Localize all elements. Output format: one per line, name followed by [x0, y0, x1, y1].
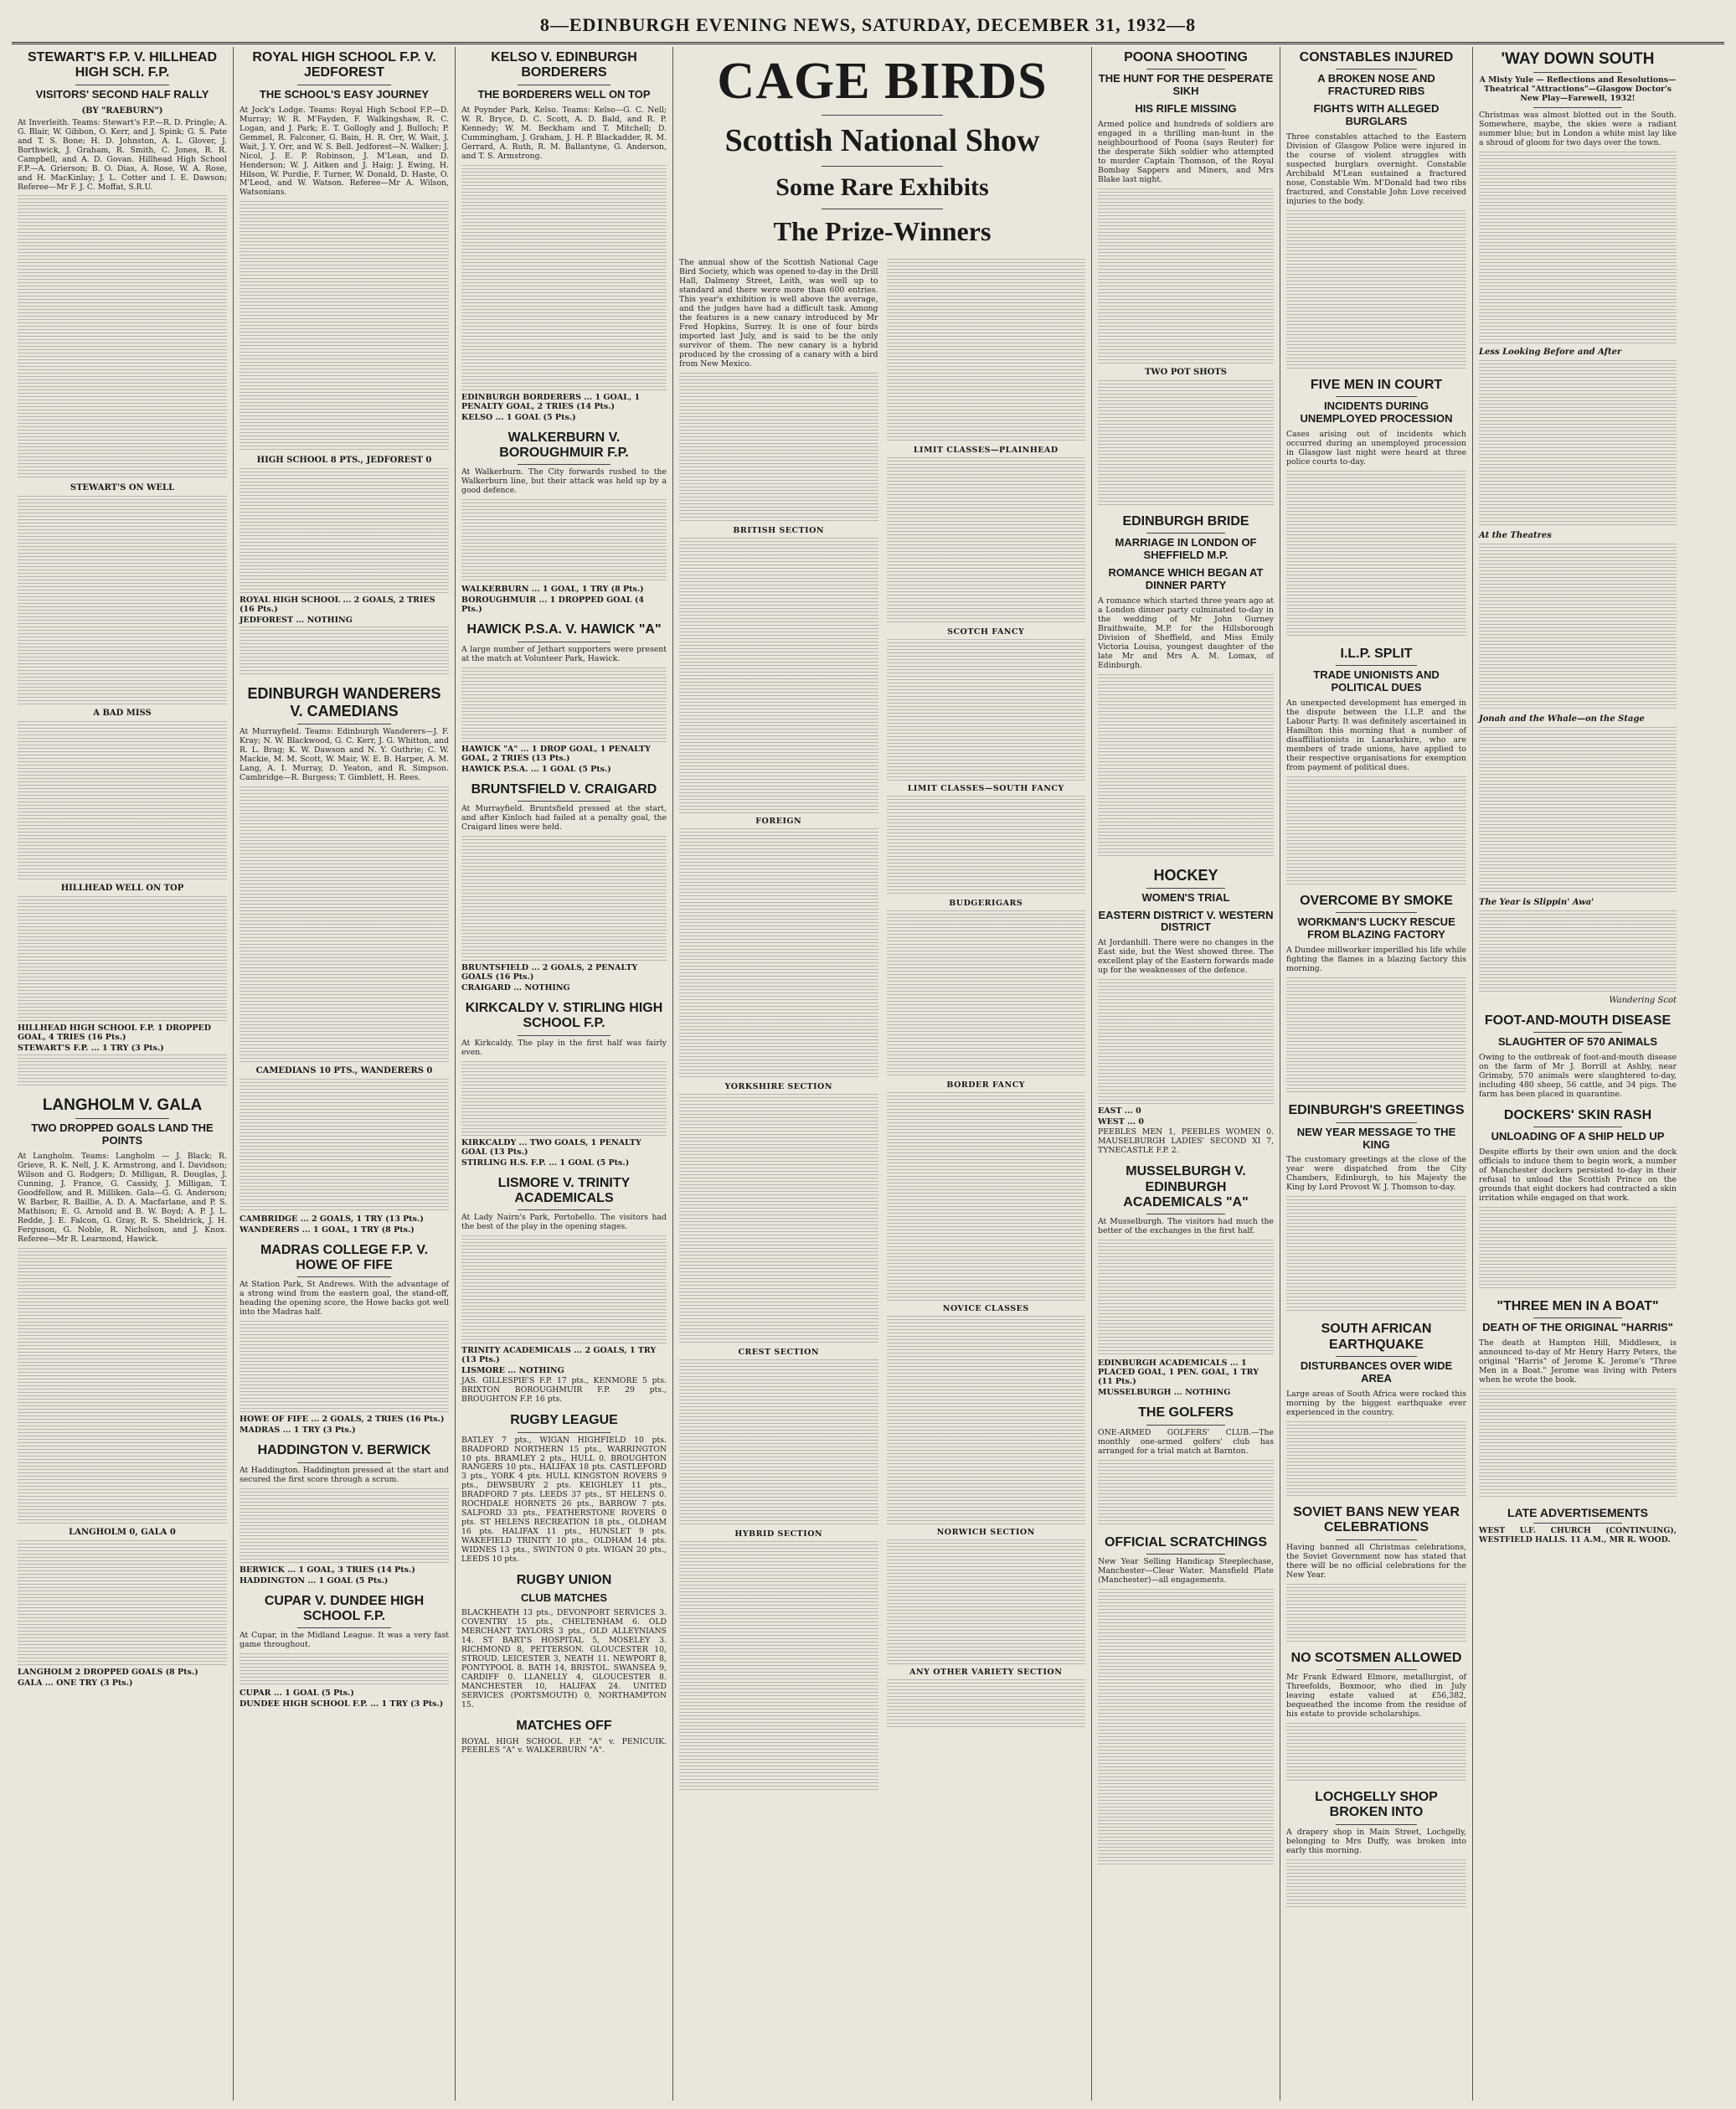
story-royal-high-jedforest: [240, 50, 449, 677]
crosshead: The Year is Slippin' Awa': [1479, 897, 1594, 907]
body-text: WEST U.F. CHURCH (CONTINUING), WESTFIELD HALLS. 11 A.M., MR R. WOOD.: [1479, 1526, 1677, 1545]
body-text-block: [1479, 727, 1677, 895]
headline: FIVE MEN IN COURT: [1310, 377, 1443, 392]
crosshead: HILLHEAD WELL ON TOP: [60, 884, 184, 894]
body-text-block: [18, 1540, 227, 1666]
result-line: KIRKCALDY ... TWO GOALS, 1 PENALTY GOAL (13 Pts.): [461, 1137, 641, 1157]
result-line: WEST ... 0: [1098, 1117, 1144, 1127]
story-soviet-bans: [1286, 1505, 1466, 1642]
body-text: BATLEY 7 pts., WIGAN HIGHFIELD 10 pts. BRADFORD NORTHERN 15 pts., WARRINGTON 10 pts. BRAMLEY 2 pts., HULL 0. BROUGHTON RANGERS 10 pts., HALIFAX 18 pts. CASTLEFORD 3 pts., YORK 4 pts. HULL KINGSTON ROVERS 9 pts., DEWSBURY 2 pts. KEIGHLEY 11 pts., BRADFORD 7 pts. LEEDS 37 pts., ST HELENS 0. ROCHDALE HORNETS 26 pts., BARROW 7 pts. SALFORD 33 pts., FEATHERSTONE ROVERS 0 pts. ST HELENS RECREATION 18 pts., OLDHAM 16 pts. HALIFAX 11 pts., HUNSLET 9 pts. WAKEFIELD TRINITY 10 pts., OLDHAM 14 pts. WIDNES 13 pts., SWINTON 0 pts. WIGAN 20 pts., LEEDS 10 pts.: [461, 1435, 667, 1565]
body-text: A romance which started three years ago at a London dinner party culminated to-day in the wedding of Mr John Gurney Braithwaite, M.P. for the Hillsborough Division of Sheffield, and Miss Emily Victoria Louisa, youngest daughter of the late Mr and Mrs A. M. Lomax, of Edinburgh.: [1098, 596, 1274, 670]
body-text-block: [1098, 380, 1274, 506]
body-text-block: [240, 1488, 449, 1564]
body-text-block: [1286, 1723, 1466, 1782]
feature-subtitle: Scottish National Show: [724, 123, 1040, 158]
divider: [1533, 1523, 1622, 1524]
body-text-block: [887, 910, 1086, 1078]
body-text-block: [18, 496, 227, 705]
column-2: [234, 47, 456, 2101]
story-cupar-dundee: [240, 1594, 449, 1709]
body-text: BLACKHEATH 13 pts., DEVONPORT SERVICES 3. COVENTRY 15 pts., CHELTENHAM 6. OLD MERCHANT TAYLORS 3 pts., OLD ALLEYNIANS 14. ST BART'S HOSPITAL 5, MOSELEY 3. RICHMOND 8, PETTERSON. GLOUCESTER 10, STROUD. LEICESTER 3, NEATH 11. NEWPORT 8, PONTYPOOL 8. BATH 14, BRISTOL. SWANSEA 9, CARDIFF 0. LLANELLY 4, GLOUCESTER 8. MANCHESTER 10, HALIFAX 24. UNITED SERVICES (PORTSMOUTH) 0, NORTHAMPTON 15.: [461, 1608, 667, 1710]
body-text-block: [240, 786, 449, 1063]
column-3: [456, 47, 673, 2101]
body-text-block: [887, 259, 1086, 443]
divider: [1533, 1317, 1622, 1318]
result-line: STEWART'S F.P. ... 1 TRY (3 Pts.): [18, 1044, 164, 1054]
body-text-block: [18, 195, 227, 480]
section-label: BRITISH SECTION: [733, 525, 825, 535]
subheadline: THE SCHOOL'S EASY JOURNEY: [259, 87, 430, 101]
crosshead: TWO POT SHOTS: [1144, 367, 1228, 377]
body-text: At Haddington. Haddington pressed at the start and secured the first score through a scrum.: [240, 1465, 449, 1484]
headline: KIRKCALDY V. STIRLING HIGH SCHOOL F.P.: [465, 1000, 663, 1031]
story-musselburgh-academicals: [1098, 1164, 1274, 1397]
masthead: 8—EDINBURGH EVENING NEWS, SATURDAY, DECEMBER 31, 1932—8: [12, 8, 1724, 44]
result-line: CAMBRIDGE ... 2 GOALS, 1 TRY (13 Pts.): [240, 1214, 424, 1224]
body-text-block: [240, 201, 449, 452]
body-text-block: [18, 1248, 227, 1524]
body-text-block: [240, 1653, 449, 1687]
body-text: JAS. GILLESPIE'S F.P. 17 pts., KENMORE 5 pts. BRIXTON BOROUGHMUIR F.P. 29 pts., BROUGHTON F.P. 16 pts.: [461, 1376, 667, 1405]
body-text: At Walkerburn. The City forwards rushed to the Walkerburn line, but their attack was held up by a good defence.: [461, 467, 667, 496]
subheadline: WORKMAN'S LUCKY RESCUE FROM BLAZING FACTORY: [1297, 915, 1455, 941]
story-rugby-league: [461, 1413, 667, 1565]
body-text-block: [679, 538, 878, 814]
subheadline: UNLOADING OF A SHIP HELD UP: [1491, 1130, 1665, 1143]
headline: EDINBURGH'S GREETINGS: [1288, 1103, 1465, 1118]
body-text: Three constables attached to the Eastern Division of Glasgow Police were injured in the course of violent struggles with suspected burglars overnight. Constable Archibald M'Lean sustained a fractured nose, Constable Wm. M'Donald had two ribs fractured, and Constable John Love received injuries to the body.: [1286, 132, 1466, 206]
column-5: [1092, 47, 1280, 2101]
divider: [75, 1118, 170, 1119]
headline: MADRAS COLLEGE F.P. V. HOWE OF FIFE: [260, 1242, 429, 1272]
headline: ROYAL HIGH SCHOOL F.P. V. JEDFOREST: [252, 50, 436, 80]
body-text-block: [1098, 674, 1274, 859]
headline: MUSSELBURGH V. EDINBURGH ACADEMICALS "A": [1123, 1164, 1249, 1209]
divider: [1336, 665, 1417, 666]
body-text-block: [18, 721, 227, 880]
subheadline: NEW YEAR MESSAGE TO THE KING: [1296, 1125, 1456, 1151]
body-text-block: [887, 1539, 1086, 1665]
story-hockey: [1098, 867, 1274, 1156]
result-line: HAWICK "A" ... 1 DROP GOAL, 1 PENALTY GOAL, 2 TRIES (13 Pts.): [461, 744, 651, 763]
subheadline: MARRIAGE IN LONDON OF SHEFFIELD M.P.: [1115, 536, 1257, 562]
body-text-block: [887, 1679, 1086, 1730]
result-line: GALA ... ONE TRY (3 Pts.): [18, 1678, 133, 1688]
divider: [1146, 888, 1226, 889]
story-late-advertisements: [1479, 1506, 1677, 1545]
story-constables-injured: [1286, 50, 1466, 369]
column-1: [12, 47, 234, 2101]
story-rugby-union: [461, 1573, 667, 1710]
story-official-scratchings: [1098, 1535, 1274, 1865]
body-text-block: [1098, 1460, 1274, 1527]
story-three-men-boat: [1479, 1299, 1677, 1498]
body-text-block: [240, 627, 449, 677]
body-text: At Station Park, St Andrews. With the advantage of a strong wind from the eastern goal, the stand-off, heading the opening score, the Howe backs got well into the Madras half.: [240, 1280, 449, 1317]
divider: [1533, 72, 1622, 73]
headline: CONSTABLES INJURED: [1299, 50, 1454, 64]
body-text-block: [679, 1094, 878, 1345]
result-line: CUPAR ... 1 GOAL (5 Pts.): [240, 1689, 354, 1699]
story-matches-off: [461, 1719, 667, 1756]
story-langholm-gala: [18, 1096, 227, 1687]
result-line: HAWICK P.S.A. ... 1 GOAL (5 Pts.): [461, 764, 611, 774]
body-text-block: [461, 499, 667, 583]
body-text: New Year Selling Handicap Steeplechase, Manchester—Clear Water. Mansfield Plate (Manchester)—all engagements.: [1098, 1556, 1274, 1585]
headline: KELSO V. EDINBURGH BORDERERS: [491, 50, 637, 80]
story-edinburgh-greetings: [1286, 1103, 1466, 1313]
result-line: HILLHEAD HIGH SCHOOL F.P. 1 DROPPED GOAL, 4 TRIES (16 Pts.): [18, 1024, 212, 1043]
feature-right-column: [887, 259, 1086, 1792]
result-line: DUNDEE HIGH SCHOOL F.P. ... 1 TRY (3 Pts.): [240, 1699, 444, 1709]
result-line: WANDERERS ... 1 GOAL, 1 TRY (8 Pts.): [240, 1225, 415, 1235]
body-text-block: [679, 1359, 878, 1527]
headline: FOOT-AND-MOUTH DISEASE: [1484, 1013, 1672, 1028]
body-text: At Murrayfield. Teams: Edinburgh Wanderers—J. F. Kray; N. W. Blackwood, G. C. Kerr, J. G. Whitton, and R. L. Brag; K. W. Dawson and N. Y. Guthrie; C. W. Mackie, M. M. Scott, W. Mair, W. E. B. Harper, A. M. Lang, A. I. Murray, D. Yeaton, and R. Simpson. Cambridge—R. Burgess; T. Gimblett, H. Rees.: [240, 726, 449, 782]
story-haddington-berwick: [240, 1443, 449, 1585]
section-label: NOVICE CLASSES: [942, 1304, 1029, 1313]
result-line: EAST ... 0: [1098, 1106, 1141, 1116]
subheadline: THE HUNT FOR THE DESPERATE SIKH: [1098, 72, 1274, 98]
subheadline: TRADE UNIONISTS AND POLITICAL DUES: [1313, 668, 1440, 694]
divider: [1533, 107, 1622, 108]
body-text: ROYAL HIGH SCHOOL F.P. "A" v. PENICUIK. PEEBLES "A" v. WALKERBURN "A".: [461, 1736, 667, 1756]
feature-subtitle: Some Rare Exhibits: [775, 173, 989, 201]
crosshead: CAMEDIANS 10 PTS., WANDERERS 0: [255, 1065, 433, 1075]
body-text-block: [461, 165, 667, 391]
subheadline: HIS RIFLE MISSING: [1135, 102, 1237, 116]
crosshead: Jonah and the Whale—on the Stage: [1479, 714, 1645, 724]
body-text-block: [461, 668, 667, 743]
body-text: At Cupar, in the Midland League. It was a very fast game throughout.: [240, 1631, 449, 1650]
body-text-block: [1286, 977, 1466, 1095]
body-text: At Langholm. Teams: Langholm — J. Black; R. Grieve, R. K. Nell, J. K. Armstrong, and I. Davidson; Wilson and G. Rodgers; D. Milligan, R. Douglas, J. Cunning, J. France, G. Cassidy, J. Milligan, T. Goodfellow, and R. Milliken. Gala—G. G. Anderson; W. Barber, R. Baillie, A. D. A. Macfarlane, and P. S. Mathison; E. G. Arnold and B. W. Boyd; A. P. J. L. Redde, J. E. Falcon, G. Gray, R. S. Sheldrick, J. H. Ferguson, G. Noble, R. Nicholson, and J. Knox. Referee—Mr R. Learmond, Hawick.: [18, 1152, 227, 1244]
result-line: CRAIGARD ... NOTHING: [461, 982, 570, 993]
body-text-block: [887, 639, 1086, 781]
story-madras-howe: [240, 1243, 449, 1436]
result-line: LISMORE ... NOTHING: [461, 1366, 564, 1376]
headline: BRUNTSFIELD V. CRAIGARD: [471, 781, 657, 797]
headline: OFFICIAL SCRATCHINGS: [1104, 1534, 1268, 1550]
body-text-block: [1286, 1196, 1466, 1313]
subheadline: THE BORDERERS WELL ON TOP: [477, 87, 651, 101]
body-text-block: [1286, 1421, 1466, 1497]
body-text-block: [240, 1079, 449, 1213]
body-text-block: [1286, 776, 1466, 885]
headline: LOCHGELLY SHOP BROKEN INTO: [1315, 1789, 1438, 1820]
headline: EDINBURGH WANDERERS V. CAMEDIANS: [247, 685, 441, 720]
columns: [12, 47, 1724, 2101]
section-label: NORWICH SECTION: [936, 1528, 1035, 1537]
result-line: HOWE OF FIFE ... 2 GOALS, 2 TRIES (16 Pts.): [240, 1415, 445, 1425]
subheadline: INCIDENTS DURING UNEMPLOYED PROCESSION: [1300, 400, 1453, 425]
body-text: Owing to the outbreak of foot-and-mouth disease on the farm of Mr J. Borrill at Ashby, near Grimsby, 570 animals were slaughtered to-day, including 480 sheep, 56 cattle, and 34 pigs. The farm has been placed in quarantine.: [1479, 1052, 1677, 1099]
body-text-block: [1479, 910, 1677, 994]
result-line: BOROUGHMUIR ... 1 DROPPED GOAL (4 Pts.): [461, 596, 644, 615]
body-text-block: [1479, 1389, 1677, 1498]
body-text: At Musselburgh. The visitors had much the better of the exchanges in the first half.: [1098, 1217, 1274, 1236]
body-text-block: [679, 1541, 878, 1792]
story-kelso-borderers: [461, 50, 667, 422]
body-text: At Murrayfield. Bruntsfield pressed at the start, and after Kinloch had failed at a penalty goal, the Craigard lines were held.: [461, 803, 667, 832]
headline: STEWART'S F.P. V. HILLHEAD HIGH SCH. F.P.: [27, 50, 218, 80]
result-line: BRUNTSFIELD ... 2 GOALS, 2 PENALTY GOALS (16 Pts.): [461, 962, 638, 982]
body-text: Armed police and hundreds of soldiers are engaged in a thrilling man-hunt in the neighbourhood of Poona (says Reuter) for the desperate Sikh soldier who attempted to murder Captain Thomson, of the Royal Bombay Sappers and Miners, and Mrs Blake last night.: [1098, 120, 1274, 185]
body-text-block: [1286, 1859, 1466, 1910]
section-label: SCOTCH FANCY: [947, 627, 1025, 637]
headline: MATCHES OFF: [516, 1719, 612, 1734]
subheadline: TWO DROPPED GOALS LAND THE POINTS: [31, 1122, 214, 1147]
body-text: At Inverleith. Teams: Stewart's F.P.—R. D. Pringle; A. G. Blair, W. Gibbon, O. Kerr, and J. Spink; G. S. Pate and T. S. Bone; H. D. Johnston, A. L. Glover, J. Borthwick, J. Graham, R. Smith, C. Jones, R. R. Campbell, and A. D. Govan. Hillhead High School F.P.—A. Grierson; B. O. Dias, A. Rose, W. A. Rose, and H. MacKinlay; J. L. Cotter and I. E. Dawson; Referee—Mr F. J. C. Moffat, S.R.U.: [18, 117, 227, 192]
headline: HADDINGTON V. BERWICK: [257, 1443, 431, 1458]
section-label: ANY OTHER VARIETY SECTION: [909, 1668, 1063, 1677]
subheadline: EASTERN DISTRICT V. WESTERN DISTRICT: [1098, 908, 1274, 934]
body-text: The annual show of the Scottish National Cage Bird Society, which was opened to-day in the Drill Hall, Dalmeny Street, Leith, was well up to standard and there were more than 600 entries. This year's exhibition is well above the average, and the judges have had a difficult task. Among the features is a new canary introduced by Mr Fred Hopkins, Surrey. It is one of four birds imported last July, and is said to be the only survivor of them. The new canary is a hybrid produced by the crossing of a canary with a bird from New Mexico.: [679, 258, 878, 369]
body-text-block: [887, 1316, 1086, 1525]
column-cage-birds: [673, 47, 1092, 2101]
body-text: At Poynder Park, Kelso. Teams: Kelso—G. C. Nell; W. R. Bryce, D. C. Scott, A. D. Bald, and R. P. Kennedy; W. M. Beckham and T. Mitchell; D. Cummingham, J. Graham, J. H. P. Blackadder, R. M. Gerrard, A. Ruth, R. M. Ballantyne, G. Anderson, and T. S. Armstrong.: [461, 105, 667, 161]
body-text-block: [1098, 1240, 1274, 1357]
section-label: BORDER FANCY: [946, 1080, 1026, 1090]
body-text-block: [1286, 210, 1466, 369]
body-text-block: [1098, 979, 1274, 1105]
headline: POONA SHOOTING: [1124, 50, 1248, 64]
section-label: HYBRID SECTION: [734, 1529, 823, 1539]
divider: [1336, 396, 1417, 397]
body-text-block: [240, 1321, 449, 1413]
headline: WALKERBURN V. BOROUGHMUIR F.P.: [499, 430, 629, 460]
divider: [1533, 1032, 1622, 1033]
headline: CUPAR V. DUNDEE HIGH SCHOOL F.P.: [264, 1593, 425, 1623]
body-text-block: [887, 796, 1086, 896]
story-bruntsfield-craigard: [461, 782, 667, 993]
body-text: At Jock's Lodge. Teams: Royal High School F.P.—D. Murray; W. R. M'Fayden, F. Walkingshaw, R. C. Logan, and J. Park; E. T. Gollogly and J. Bulloch; P. Gemmel, R. Falconer, G. Bain, H. R. Orr, W. Wait, J. Wait, J. Y. Orr, and W. S. Bell. Jedforest—N. Walker; J. Nicol, J. E. P. Robinson, J. M'Lean, and D. Henderson; W. J. Aitken and J. Haig; J. Ewing, H. Hilson, W. Purdie, F. Turner, W. Donald, D. Haste, O. M'Leod, and W. Watson. Referee—Mr A. Wilson, Watsonians.: [240, 105, 449, 198]
body-text-block: [240, 468, 449, 594]
body-text-block: [1479, 360, 1677, 528]
divider: [822, 115, 944, 116]
body-text-block: [461, 1061, 667, 1137]
body-text: Despite efforts by their own union and the dock officials to induce them to begin work, a number of Manchester dockers persisted to-day in their refusal to unload the Scottish Prince on the grounds that eight dockers had contracted a skin irritation while engaged on that work.: [1479, 1147, 1677, 1203]
body-text: At Lady Nairn's Park, Portobello. The visitors had the best of the play in the opening stages.: [461, 1213, 667, 1232]
column-6: [1280, 47, 1473, 2101]
headline: LANGHOLM V. GALA: [42, 1096, 203, 1115]
section-label: YORKSHIRE SECTION: [724, 1081, 833, 1091]
story-five-men-court: [1286, 378, 1466, 638]
result-line: EDINBURGH BORDERERS ... 1 GOAL, 1 PENALTY GOAL, 2 TRIES (14 Pts.): [461, 392, 641, 411]
headline: DOCKERS' SKIN RASH: [1503, 1107, 1652, 1122]
crosshead: Less Looking Before and After: [1479, 347, 1622, 357]
body-text-block: [1479, 544, 1677, 711]
story-poona-shooting: [1098, 50, 1274, 506]
body-text: A drapery shop in Main Street, Lochgelly, belonging to Mrs Duffy, was broken into early this morning.: [1286, 1827, 1466, 1855]
headline: RUGBY UNION: [516, 1573, 612, 1588]
story-south-african-earthquake: [1286, 1322, 1466, 1497]
divider: [297, 1462, 392, 1463]
story-stewarts-hillhead: [18, 50, 227, 1088]
headline: SOUTH AFRICAN EARTHQUAKE: [1321, 1322, 1432, 1352]
story-dockers-skin-rash: [1479, 1108, 1677, 1291]
headline: EDINBURGH BRIDE: [1122, 513, 1249, 529]
result-line: TRINITY ACADEMICALS ... 2 GOALS, 1 TRY (13 Pts.): [461, 1346, 657, 1365]
divider: [297, 1627, 392, 1628]
story-walkerburn-boroughmuir: [461, 431, 667, 615]
result-line: ROYAL HIGH SCHOOL ... 2 GOALS, 2 TRIES (16 Pts.): [240, 596, 435, 615]
subheadline: A Misty Yule — Reflections and Resolutions—Theatrical "Attractions"—Glasgow Doctor's New Play—Farewell, 1932!: [1479, 75, 1677, 103]
divider: [1336, 69, 1417, 70]
divider: [1146, 533, 1226, 534]
divider: [1336, 1539, 1417, 1540]
subheadline: CLUB MATCHES: [520, 1591, 608, 1604]
body-text: Mr Frank Edward Elmore, metallurgist, of Threefolds, Boxmoor, who died in July leaving estate valued at £56,382, bequeathed the income from the residue of his estate to provide scholarships.: [1286, 1672, 1466, 1719]
subheadline: DISTURBANCES OVER WIDE AREA: [1300, 1359, 1453, 1385]
body-text-block: [1286, 1584, 1466, 1642]
section-label: FOREIGN: [755, 816, 802, 826]
story-foot-and-mouth: [1479, 1013, 1677, 1100]
body-text: PEEBLES MEN 1, PEEBLES WOMEN 0. MAUSELBURGH LADIES' SECOND XI 7, TYNECASTLE F.P. 2.: [1098, 1127, 1274, 1156]
headline: 'WAY DOWN SOUTH: [1501, 50, 1655, 68]
body-text: Christmas was almost blotted out in the South. Somewhere, maybe, the skies were a radiant summer blue; but in London a white mist lay like a shroud of gloom for two days over the town.: [1479, 110, 1677, 147]
headline: OVERCOME BY SMOKE: [1300, 894, 1453, 909]
divider: [518, 1432, 610, 1433]
divider: [518, 1209, 610, 1210]
subheadline: DEATH OF THE ORIGINAL "HARRIS": [1482, 1321, 1673, 1334]
subheadline: FIGHTS WITH ALLEGED BURGLARS: [1313, 102, 1440, 128]
divider: [518, 1035, 610, 1036]
body-text-block: [679, 828, 878, 1080]
body-text-block: [679, 373, 878, 523]
body-text: ONE-ARMED GOLFERS' CLUB.—The monthly one-armed golfers' club has arranged for a trial match at Barnton.: [1098, 1427, 1274, 1456]
result-line: BERWICK ... 1 GOAL, 3 TRIES (14 Pts.): [240, 1565, 415, 1575]
body-text: At Kirkcaldy. The play in the first half was fairly even.: [461, 1038, 667, 1057]
body-text-block: [461, 836, 667, 962]
body-text-block: [1286, 471, 1466, 638]
body-text: Large areas of South Africa were rocked this morning by the biggest earthquake ever experienced in the country.: [1286, 1390, 1466, 1417]
divider: [1336, 1824, 1417, 1825]
signoff: Wandering Scot: [1609, 995, 1677, 1005]
result-line: LANGHOLM 2 DROPPED GOALS (8 Pts.): [18, 1667, 198, 1677]
headline: HOCKEY: [1153, 866, 1218, 884]
divider: [297, 1276, 392, 1277]
feature-header: [679, 52, 1085, 247]
body-text-block: [18, 1054, 227, 1088]
section-label: LIMIT CLASSES—SOUTH FANCY: [907, 784, 1064, 793]
divider: [1336, 1356, 1417, 1357]
feature-left-column: [679, 259, 878, 1792]
divider: [518, 801, 610, 802]
body-text-block: [18, 896, 227, 1022]
body-text-block: [1479, 1207, 1677, 1291]
result-line: STIRLING H.S. F.P. ... 1 GOAL (5 Pts.): [461, 1158, 630, 1168]
byline: (BY "RAEBURN"): [81, 106, 163, 116]
headline: LISMORE V. TRINITY ACADEMICALS: [497, 1175, 631, 1205]
divider: [1336, 1122, 1417, 1123]
headline: THE GOLFERS: [1138, 1405, 1234, 1421]
body-text: The customary greetings at the close of the year were dispatched from the City Chambers, Edinburgh, to his Majesty the King by Lord Provost W. J. Thomson to-day.: [1286, 1155, 1466, 1193]
result-line: WALKERBURN ... 1 GOAL, 1 TRY (8 Pts.): [461, 585, 644, 595]
result-line: JEDFOREST ... NOTHING: [240, 616, 353, 626]
subheadline: SLAUGHTER OF 570 ANIMALS: [1497, 1035, 1658, 1049]
body-text-block: [1479, 152, 1677, 344]
story-golfers: [1098, 1405, 1274, 1526]
body-text: Cases arising out of incidents which occurred during an unemployed procession in Glasgow last night were heard at three police courts to-day.: [1286, 430, 1466, 467]
story-lismore-trinity: [461, 1176, 667, 1405]
feature-body: [679, 259, 1085, 1792]
body-text-block: [1098, 1589, 1274, 1865]
body-text: An unexpected development has emerged in the dispute between the I.L.P. and the Labour Party. It was definitely ascertained in Hamilton this morning that a number of disaffiliationists in Lanarkshire, who are members of trade unions, have applied to their respective organisations for exemption from payment of political dues.: [1286, 699, 1466, 773]
crosshead: A BAD MISS: [93, 709, 152, 719]
result-line: HADDINGTON ... 1 GOAL (5 Pts.): [240, 1575, 389, 1586]
headline: I.L.P. SPLIT: [1340, 647, 1413, 662]
body-text-block: [887, 457, 1086, 625]
crosshead: At the Theatres: [1479, 530, 1552, 540]
crosshead: STEWART'S ON WELL: [70, 483, 175, 493]
story-overcome-smoke: [1286, 894, 1466, 1095]
result-line: KELSO ... 1 GOAL (5 Pts.): [461, 412, 576, 422]
subheadline: WOMEN'S TRIAL: [1141, 890, 1230, 904]
story-ilp-split: [1286, 647, 1466, 885]
story-edinburgh-bride: [1098, 514, 1274, 859]
crosshead: LANGHOLM 0, GALA 0: [69, 1527, 176, 1537]
section-label: CREST SECTION: [738, 1347, 820, 1357]
headline: SOVIET BANS NEW YEAR CELEBRATIONS: [1293, 1504, 1460, 1535]
headline: LATE ADVERTISEMENTS: [1507, 1506, 1648, 1520]
headline: HAWICK P.S.A. V. HAWICK "A": [466, 622, 662, 637]
body-text: Having banned all Christmas celebrations, the Soviet Government now has stated that there will be no official celebrations for the New Year.: [1286, 1542, 1466, 1580]
result-line: MADRAS ... 1 TRY (3 Pts.): [240, 1426, 356, 1436]
body-text: The death at Hampton Hill, Middlesex, is announced to-day of Mr Henry Harry Peters, the original "Harris" of Jerome K. Jerome's "Three Men in a Boat." Jerome was living with Peters when he wrote the book.: [1479, 1338, 1677, 1385]
body-text-block: [1098, 188, 1274, 364]
divider: [518, 464, 610, 465]
result-line: MUSSELBURGH ... NOTHING: [1098, 1388, 1231, 1398]
story-no-scotsmen: [1286, 1651, 1466, 1782]
story-way-down-south: [1479, 50, 1677, 1005]
subheadline: ROMANCE WHICH BEGAN AT DINNER PARTY: [1108, 566, 1264, 592]
feature-title: CAGE BIRDS: [717, 53, 1048, 110]
story-kirkcaldy-stirling: [461, 1001, 667, 1168]
crosshead: HIGH SCHOOL 8 PTS., JEDFOREST 0: [256, 456, 432, 466]
body-text: At Jordanhill. There were no changes in the East side, but the West showed three. The excellent play of the Eastern forwards made up for the weaknesses of the defence.: [1098, 938, 1274, 976]
headline: NO SCOTSMEN ALLOWED: [1290, 1650, 1462, 1665]
divider: [822, 166, 944, 167]
divider: [1336, 1669, 1417, 1670]
body-text: A large number of Jethart supporters were present at the match at Volunteer Park, Hawick.: [461, 644, 667, 663]
feature-subtitle: The Prize-Winners: [773, 216, 992, 246]
divider: [1146, 69, 1226, 70]
section-label: BUDGERIGARS: [949, 899, 1023, 908]
divider: [1146, 1425, 1226, 1426]
result-line: EDINBURGH ACADEMICALS ... 1 PLACED GOAL, 1 PEN. GOAL, 1 TRY (11 Pts.): [1098, 1359, 1260, 1387]
body-text-block: [461, 1235, 667, 1344]
headline: "THREE MEN IN A BOAT": [1496, 1298, 1659, 1313]
subheadline: VISITORS' SECOND HALF RALLY: [35, 87, 209, 101]
story-lochgelly-shop: [1286, 1790, 1466, 1910]
body-text-block: [887, 1092, 1086, 1302]
story-wanderers-camedians: [240, 685, 449, 1234]
body-text: A Dundee millworker imperilled his life while fighting the flames in a blazing factory this morning.: [1286, 946, 1466, 974]
section-label: LIMIT CLASSES—PLAINHEAD: [913, 446, 1059, 455]
column-7: [1473, 47, 1682, 2101]
divider: [1146, 1554, 1226, 1555]
story-hawick-psa: [461, 622, 667, 773]
subheadline: A BROKEN NOSE AND FRACTURED RIBS: [1317, 72, 1435, 98]
divider: [1336, 912, 1417, 913]
headline: RUGBY LEAGUE: [510, 1413, 618, 1428]
